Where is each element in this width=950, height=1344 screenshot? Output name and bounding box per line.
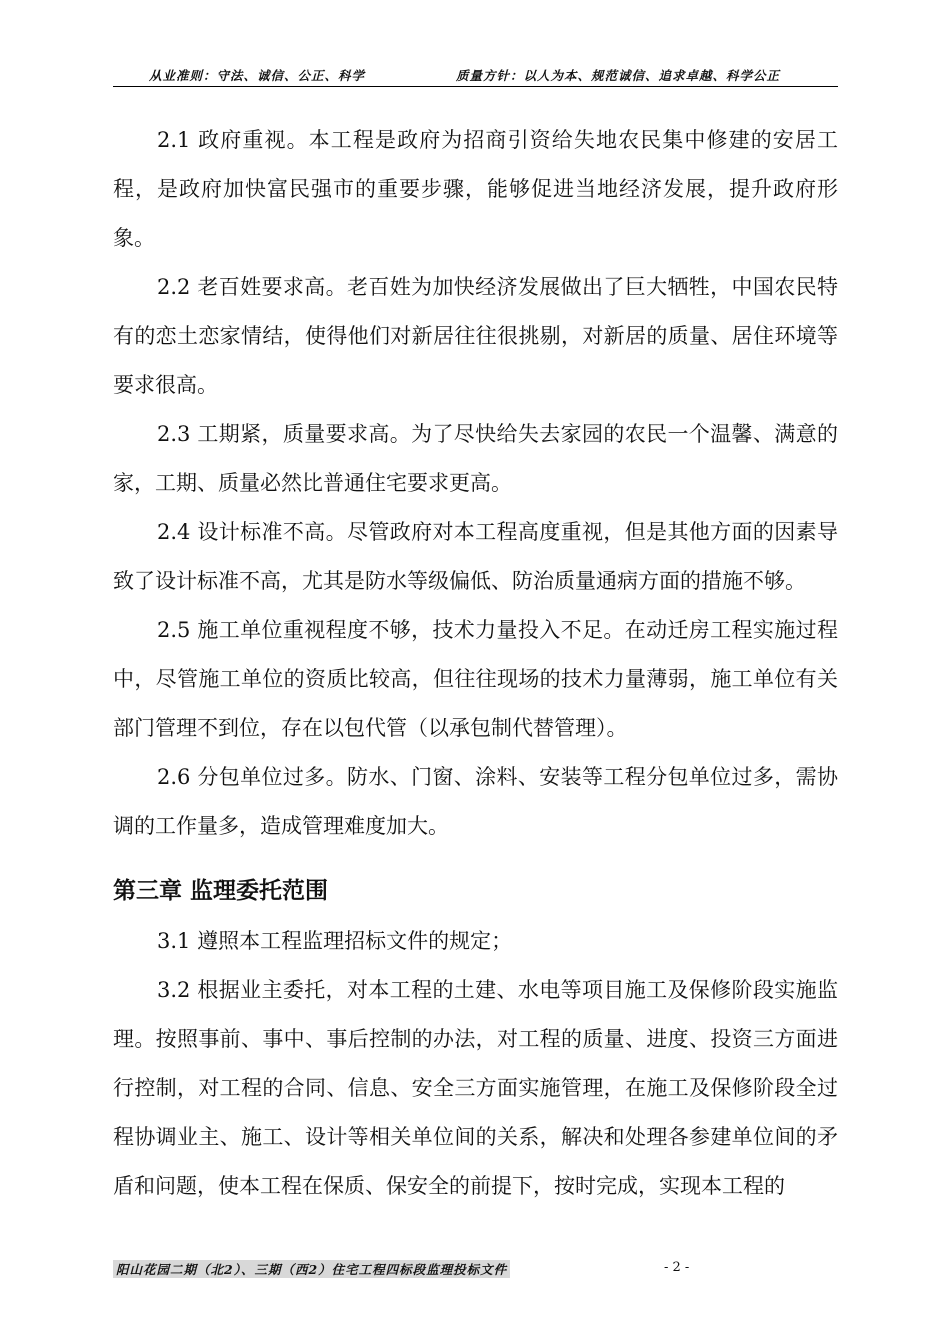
header-quality-policy: 质量方针：以人为本、规范诚信、追求卓越、科学公正 [456, 68, 781, 83]
paragraph-2-3: 2.3 工期紧，质量要求高。为了尽快给失去家园的农民一个温馨、满意的家，工期、质量必然比普通住宅要求更高。 [113, 422, 838, 495]
chapter-heading: 第三章 监理委托范围 [113, 878, 329, 904]
paragraph-2-4: 2.4 设计标准不高。尽管政府对本工程高度重视，但是其他方面的因素导致了设计标准不高，尤其是防水等级偏低、防治质量通病方面的措施不够。 [113, 520, 838, 593]
header-motto: 从业准则：守法、诚信、公正、科学 [149, 68, 366, 83]
document-body [113, 116, 838, 1211]
paragraph-3-1: 3.1 遵照本工程监理招标文件的规定； [157, 929, 513, 953]
page-number: - 2 - [664, 1260, 690, 1275]
paragraph-2-6: 2.6 分包单位过多。防水、门窗、涂料、安装等工程分包单位过多，需协调的工作量多，造成管理难度加大。 [113, 765, 838, 838]
paragraph-2-1: 2.1 政府重视。本工程是政府为招商引资给失地农民集中修建的安居工程，是政府加快富民强市的重要步骤，能够促进当地经济发展，提升政府形象。 [113, 128, 838, 250]
paragraph-2-5: 2.5 施工单位重视程度不够，技术力量投入不足。在动迁房工程实施过程中，尽管施工单位的资质比较高，但往往现场的技术力量薄弱，施工单位有关部门管理不到位，存在以包代管（以承包制代替管理）。 [113, 618, 838, 740]
page-header [113, 66, 838, 87]
paragraph-3-2: 3.2 根据业主委托，对本工程的土建、水电等项目施工及保修阶段实施监理。按照事前、事中、事后控制的办法，对工程的质量、进度、投资三方面进行控制，对工程的合同、信息、安全三方面实施管理，在施工及保修阶段全过程协调业主、施工、设计等相关单位间的关系，解决和处理各参建单位间的矛盾和问题，使本工程在保质、保安全的前提下，按时完成，实现本工程的 [113, 978, 838, 1198]
footer-document-title: 阳山花园二期（北2）、三期（西2）住宅工程四标段监理投标文件 [113, 1260, 510, 1278]
paragraph-2-2: 2.2 老百姓要求高。老百姓为加快经济发展做出了巨大牺牲，中国农民特有的恋土恋家情结，使得他们对新居往往很挑剔，对新居的质量、居住环境等要求很高。 [113, 275, 838, 397]
